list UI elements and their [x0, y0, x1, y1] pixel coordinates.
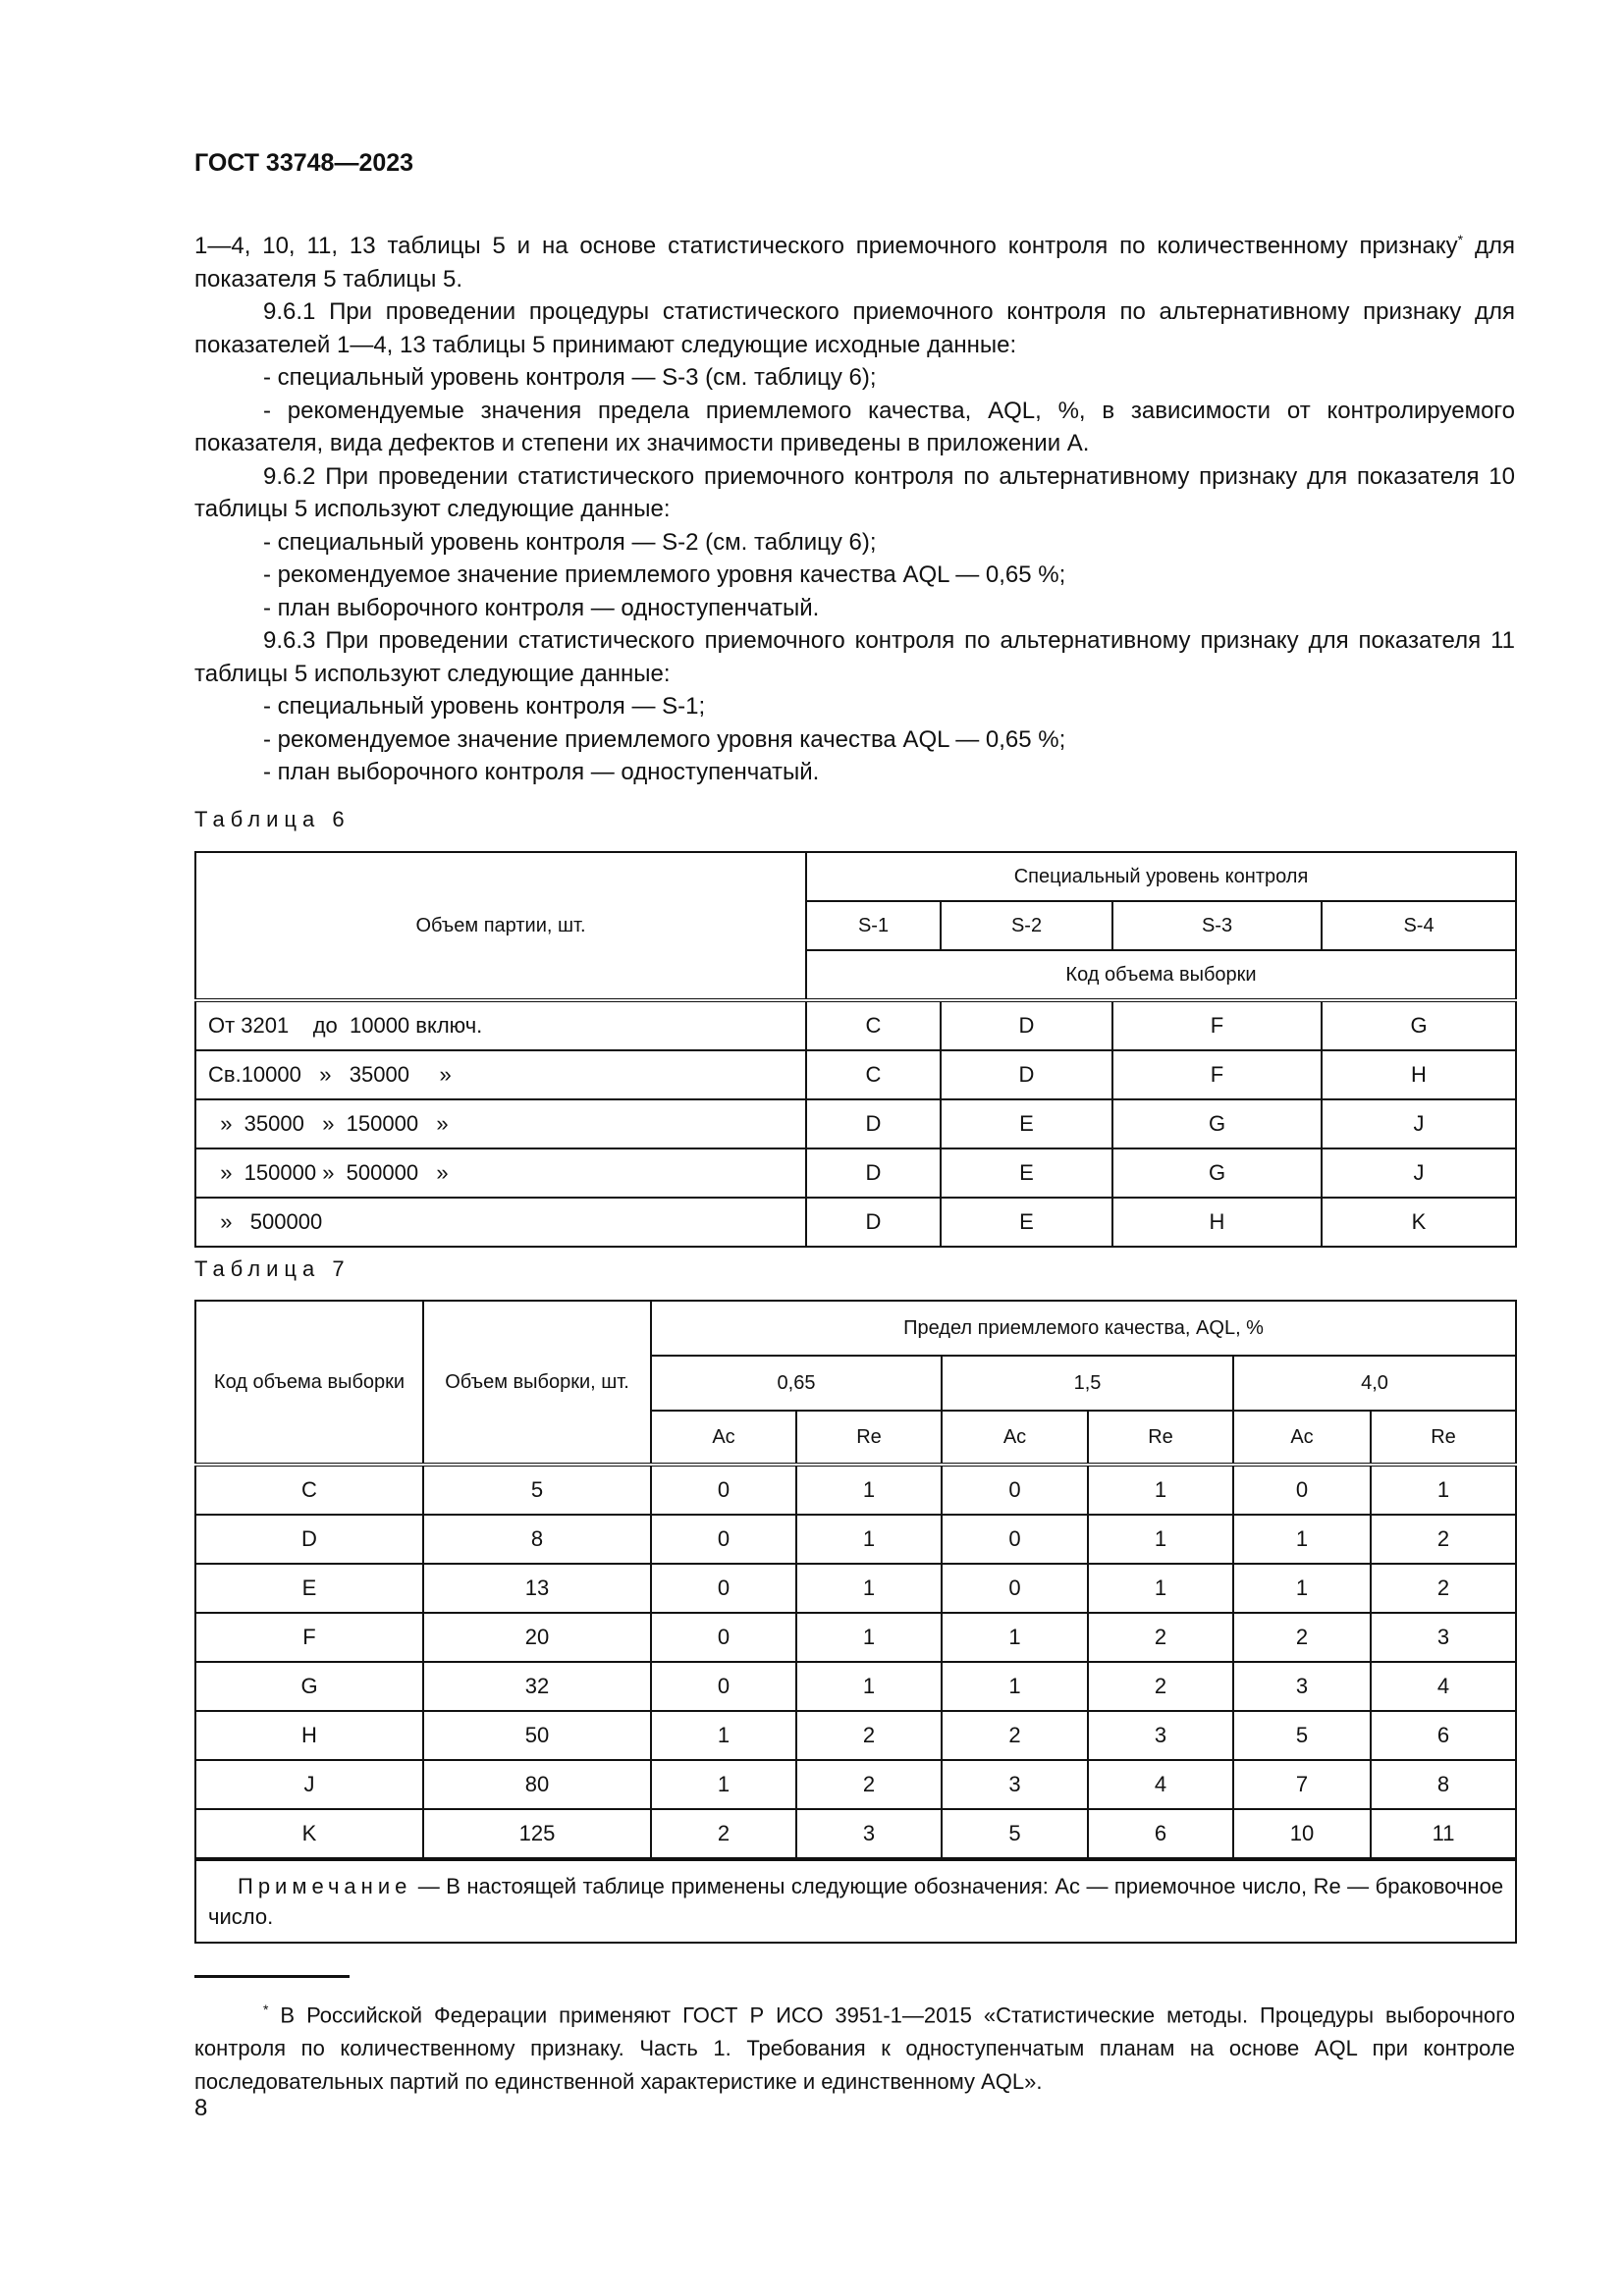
aql-header: 0,65: [651, 1356, 942, 1411]
table-cell: 125: [423, 1809, 651, 1859]
level-header: S-4: [1322, 901, 1516, 950]
table-note: [195, 1859, 1516, 1943]
table-cell: 2: [796, 1760, 942, 1809]
table-row: [195, 1198, 1516, 1247]
footnote-mark: *: [1457, 232, 1464, 247]
list-item: - специальный уровень контроля — S-1;: [263, 693, 706, 720]
table-cell: 0: [942, 1515, 1088, 1564]
code-cell: G: [1322, 1000, 1516, 1050]
level-header: S-3: [1112, 901, 1322, 950]
code-cell: F: [1112, 1000, 1322, 1050]
code-cell: G: [1112, 1099, 1322, 1148]
table-cell: 1: [796, 1465, 942, 1515]
table-cell: 2: [1088, 1613, 1233, 1662]
body-text: [194, 224, 1515, 789]
list-item: - рекомендуемые значения предела приемлемого качества, AQL, %, в зависимости от контролируемого показателя, вида дефектов и степени их значимости приведены в приложении А.: [194, 397, 1515, 456]
ac-re-header: Re: [796, 1411, 942, 1465]
col-header: Объем партии, шт.: [195, 852, 806, 1000]
table-cell: 3: [1233, 1662, 1371, 1711]
paragraph: 9.6.3 При проведении статистического приемочного контроля по альтернативному признаку для показателя 11 таблицы 5 используют следующие данные:: [194, 627, 1515, 687]
table-cell: 1: [651, 1711, 796, 1760]
table-row: [195, 1515, 1516, 1564]
table-cell: 2: [1371, 1564, 1516, 1613]
code-cell: H: [1112, 1198, 1322, 1247]
text: 1—4, 10, 11, 13 таблицы 5 и на основе статистического приемочного контроля по количественному признаку: [194, 233, 1458, 259]
footnote-divider: [194, 1975, 350, 1978]
code-cell: F: [1112, 1050, 1322, 1099]
table-cell: 2: [651, 1809, 796, 1859]
table-cell: 3: [1088, 1711, 1233, 1760]
code-cell: E: [941, 1148, 1112, 1198]
paragraph: 9.6.2 При проведении статистического приемочного контроля по альтернативному признаку для показателя 10 таблицы 5 используют следующие данные:: [194, 462, 1515, 522]
table-cell: 1: [1088, 1515, 1233, 1564]
code-cell: J: [1322, 1148, 1516, 1198]
ac-re-header: Re: [1088, 1411, 1233, 1465]
table-cell: H: [195, 1711, 423, 1760]
table-row: [195, 1099, 1516, 1148]
code-cell: K: [1322, 1198, 1516, 1247]
table-cell: 0: [651, 1662, 796, 1711]
ac-re-header: Ac: [1233, 1411, 1371, 1465]
note-label: Примечание: [238, 1874, 412, 1898]
table-cell: 0: [651, 1564, 796, 1613]
table-cell: 3: [796, 1809, 942, 1859]
table-row: [195, 1809, 1516, 1859]
table-cell: 1: [1371, 1465, 1516, 1515]
table-cell: 32: [423, 1662, 651, 1711]
paragraph: [194, 224, 1515, 295]
table-cell: 5: [942, 1809, 1088, 1859]
table-cell: 1: [942, 1613, 1088, 1662]
table-cell: 3: [942, 1760, 1088, 1809]
table-cell: 0: [651, 1465, 796, 1515]
table-cell: E: [195, 1564, 423, 1613]
code-cell: C: [806, 1000, 941, 1050]
table-cell: J: [195, 1760, 423, 1809]
table-7: [194, 1300, 1517, 1944]
table-cell: 1: [942, 1662, 1088, 1711]
table-cell: 0: [651, 1613, 796, 1662]
table-cell: 1: [796, 1564, 942, 1613]
ac-re-header: Re: [1371, 1411, 1516, 1465]
footnote-text: В Российской Федерации применяют ГОСТ Р ИСО 3951-1—2015 «Статистические методы. Процедуры выборочного контроля по количественному признаку. Часть 1. Требования к одноступенчатым планам на основе AQL при контроле последовательных партий по единственной характеристике и единственному AQL».: [194, 2002, 1515, 2095]
code-cell: D: [941, 1000, 1112, 1050]
table-cell: 1: [651, 1760, 796, 1809]
aql-header: 4,0: [1233, 1356, 1516, 1411]
footnote-mark: *: [263, 2002, 269, 2017]
table7-caption: Таблица 7: [194, 1256, 351, 1281]
table-cell: 0: [942, 1465, 1088, 1515]
table-row: [195, 1613, 1516, 1662]
table-cell: 1: [1233, 1515, 1371, 1564]
table-cell: 7: [1233, 1760, 1371, 1809]
lot-size-cell: Св.10000 » 35000 »: [195, 1050, 806, 1099]
list-item: - специальный уровень контроля — S-3 (см. таблицу 6);: [263, 364, 877, 391]
document-header: ГОСТ 33748—2023: [194, 149, 414, 177]
table-cell: 0: [651, 1515, 796, 1564]
table-row: [195, 1148, 1516, 1198]
col-header: Объем выборки, шт.: [423, 1301, 651, 1465]
table-cell: 0: [1233, 1465, 1371, 1515]
text: для показателя 5 таблицы 5.: [194, 233, 1515, 293]
table-cell: 8: [423, 1515, 651, 1564]
table-cell: 11: [1371, 1809, 1516, 1859]
list-item: - рекомендуемое значение приемлемого уровня качества AQL — 0,65 %;: [263, 561, 1066, 588]
table-cell: 3: [1371, 1613, 1516, 1662]
code-cell: D: [806, 1099, 941, 1148]
table-cell: 80: [423, 1760, 651, 1809]
table-cell: D: [195, 1515, 423, 1564]
table-cell: 10: [1233, 1809, 1371, 1859]
page-number: 8: [194, 2095, 208, 2121]
col-header: Код объема выборки: [195, 1301, 423, 1465]
table-cell: 20: [423, 1613, 651, 1662]
table-cell: 2: [796, 1711, 942, 1760]
lot-size-cell: » 150000 » 500000 »: [195, 1148, 806, 1198]
table-cell: 50: [423, 1711, 651, 1760]
code-cell: G: [1112, 1148, 1322, 1198]
table-cell: 2: [1371, 1515, 1516, 1564]
table-6: [194, 851, 1517, 1248]
table-cell: 1: [796, 1515, 942, 1564]
ac-re-header: Ac: [651, 1411, 796, 1465]
code-cell: D: [806, 1198, 941, 1247]
table-cell: 4: [1371, 1662, 1516, 1711]
code-cell: D: [941, 1050, 1112, 1099]
table6-caption: Таблица 6: [194, 807, 351, 831]
table-cell: 1: [796, 1613, 942, 1662]
list-item: - план выборочного контроля — одноступенчатый.: [263, 594, 820, 621]
ac-re-header: Ac: [942, 1411, 1088, 1465]
table-cell: 2: [1233, 1613, 1371, 1662]
subheader: Код объема выборки: [806, 950, 1516, 1000]
code-cell: C: [806, 1050, 941, 1099]
code-cell: D: [806, 1148, 941, 1198]
lot-size-cell: » 35000 » 150000 »: [195, 1099, 806, 1148]
table-cell: 6: [1371, 1711, 1516, 1760]
level-header: S-1: [806, 901, 941, 950]
table-cell: 8: [1371, 1760, 1516, 1809]
code-cell: J: [1322, 1099, 1516, 1148]
table-row: [195, 1760, 1516, 1809]
table-cell: 2: [942, 1711, 1088, 1760]
table-cell: G: [195, 1662, 423, 1711]
table-cell: 1: [1233, 1564, 1371, 1613]
table-row: [195, 1711, 1516, 1760]
table-cell: 5: [423, 1465, 651, 1515]
code-cell: E: [941, 1099, 1112, 1148]
group-header: Специальный уровень контроля: [806, 852, 1516, 901]
lot-size-cell: От 3201 до 10000 включ.: [195, 1000, 806, 1050]
table-row: [195, 1465, 1516, 1515]
aql-header: 1,5: [942, 1356, 1233, 1411]
table-cell: 6: [1088, 1809, 1233, 1859]
note-text: — В настоящей таблице применены следующие обозначения: Ac — приемочное число, Re — браковочное число.: [208, 1874, 1504, 1929]
paragraph: 9.6.1 При проведении процедуры статистического приемочного контроля по альтернативному признаку для показателей 1—4, 13 таблицы 5 принимают следующие исходные данные:: [194, 298, 1515, 358]
table-row: [195, 1662, 1516, 1711]
table-cell: 13: [423, 1564, 651, 1613]
list-item: - рекомендуемое значение приемлемого уровня качества AQL — 0,65 %;: [263, 725, 1066, 753]
table-row: [195, 1050, 1516, 1099]
list-item: - план выборочного контроля — одноступенчатый.: [263, 759, 820, 785]
lot-size-cell: » 500000: [195, 1198, 806, 1247]
table-row: [195, 1564, 1516, 1613]
table-cell: 4: [1088, 1760, 1233, 1809]
table-cell: 1: [1088, 1564, 1233, 1613]
table-cell: F: [195, 1613, 423, 1662]
table-cell: 1: [1088, 1465, 1233, 1515]
footnote: [194, 1993, 1515, 2099]
table-cell: 1: [796, 1662, 942, 1711]
group-header: Предел приемлемого качества, AQL, %: [651, 1301, 1516, 1356]
level-header: S-2: [941, 901, 1112, 950]
table-row: [195, 1000, 1516, 1050]
table-cell: K: [195, 1809, 423, 1859]
table-cell: 5: [1233, 1711, 1371, 1760]
table-cell: 2: [1088, 1662, 1233, 1711]
table-cell: C: [195, 1465, 423, 1515]
list-item: - специальный уровень контроля — S-2 (см. таблицу 6);: [263, 528, 877, 556]
code-cell: H: [1322, 1050, 1516, 1099]
table-cell: 0: [942, 1564, 1088, 1613]
code-cell: E: [941, 1198, 1112, 1247]
